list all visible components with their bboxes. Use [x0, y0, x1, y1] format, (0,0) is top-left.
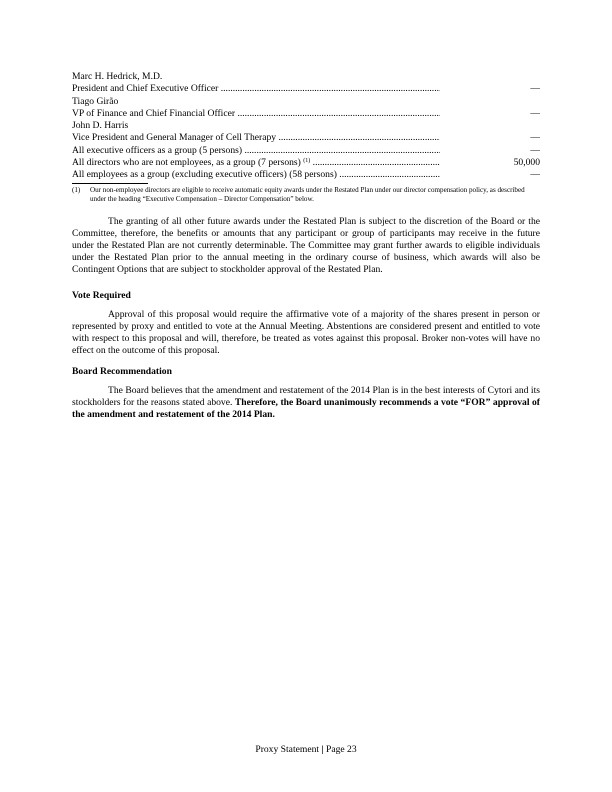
row-value: —: [530, 132, 540, 144]
board-recommendation-heading: Board Recommendation: [72, 366, 172, 377]
table-row: [72, 157, 540, 169]
row-label: All employees as a group (excluding executive officers) (58 persons) .....: [72, 169, 440, 181]
future-awards-paragraph: The granting of all other future awards under the Restated Plan is subject to the discretion of the Board or the Committee, therefore, the benefits or amounts that any participant or group of participants may receive in the future under the Restated Plan are not currently determinable. The Committee may grant further awards to eligible individuals under the Restated Plan prior to the annual meeting in the ordinary course of business, which awards will also be Contingent Options that are subject to stockholder approval of the Restated Plan.: [72, 216, 540, 276]
footer-title: Proxy Statement: [255, 744, 320, 755]
row-label: All executive officers as a group (5 persons) .....: [72, 145, 440, 157]
table-row: [72, 71, 540, 83]
recommendation-bold-text: Therefore, the Board unanimously recommends a vote “FOR” approval of the amendment and restatement of the 2014 Plan.: [72, 397, 540, 421]
row-label: Tiago Girão: [72, 95, 119, 107]
vote-required-paragraph: Approval of this proposal would require the affirmative vote of a majority of the shares present in person or represented by proxy and entitled to vote at the Annual Meeting. Abstentions are considered present and entitled to vote with respect to this proposal and will, therefore, be treated as votes against this proposal. Broker non-votes will have no effect on the outcome of this proposal.: [72, 309, 540, 357]
table-row: [72, 132, 540, 144]
footnote-number: (1): [72, 186, 81, 194]
row-value: —: [530, 107, 540, 119]
row-value: —: [530, 144, 540, 156]
table-row: [72, 96, 540, 108]
row-label: John D. Harris: [72, 120, 129, 132]
page-number: Page 23: [325, 744, 357, 755]
footer-separator: |: [321, 744, 324, 755]
row-label: VP of Finance and Chief Financial Officer .....: [72, 108, 440, 120]
table-row: [72, 120, 540, 132]
row-value: —: [530, 169, 540, 181]
footnote-marker: (1): [303, 158, 311, 165]
row-label: Marc H. Hedrick, M.D.: [72, 71, 163, 82]
vote-required-heading: Vote Required: [72, 290, 131, 301]
row-label: President and Chief Executive Officer .....: [72, 83, 440, 95]
page-footer: [0, 744, 612, 755]
row-value: —: [530, 83, 540, 95]
new-plan-benefits-table: [72, 71, 540, 182]
row-label: All directors who are not employees, as a group (7 persons) $^{(1)}$ .....: [72, 157, 440, 169]
row-value: 50,000: [513, 157, 540, 169]
row-label: Vice President and General Manager of Cell Therapy .....: [72, 132, 440, 144]
table-row: [72, 145, 540, 157]
table-row: [72, 108, 540, 120]
footnote-text: Our non-employee directors are eligible to receive automatic equity awards under the Restated Plan under our director compensation policy, as described under the heading “Executive Compensation – Director Compensation” below.: [90, 186, 525, 204]
table-row: [72, 169, 540, 181]
board-recommendation-paragraph: The Board believes that the amendment and restatement of the 2014 Plan is in the best interests of Cytori and its stockholders for the reasons stated above. Therefore, the Board unanimously recommends a vote “FOR” approval of the amendment and restatement of the 2014 Plan.: [72, 385, 540, 421]
table-row: [72, 83, 540, 95]
footnote-divider: [72, 183, 148, 184]
